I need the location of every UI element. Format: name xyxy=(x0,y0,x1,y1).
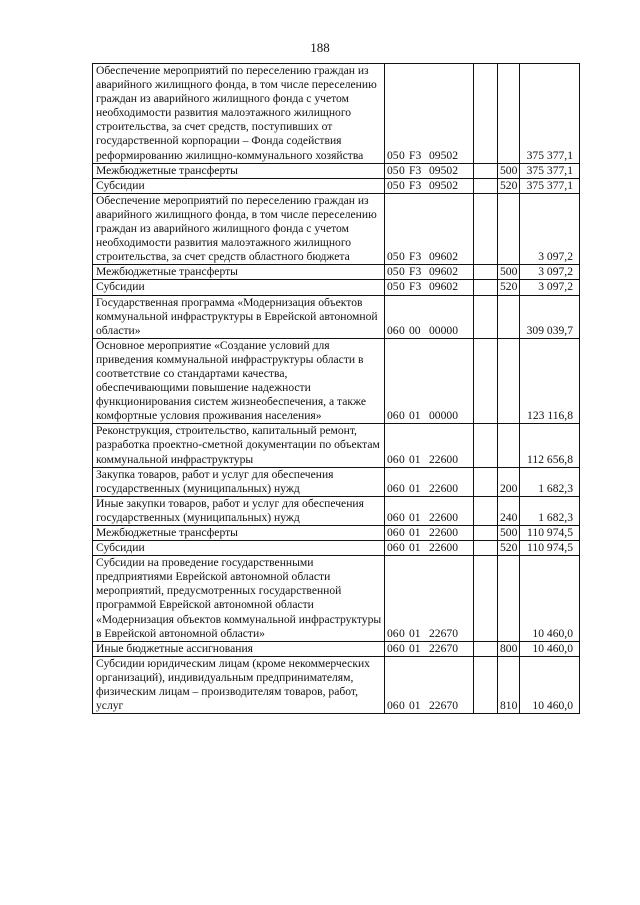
row-description: Реконструкция, строительство, капитальный ремонт, разработка проектно-сметной документации по объектам коммунальной инфраструктуры xyxy=(93,424,385,467)
code-part: 0 xyxy=(399,409,405,423)
code-part: 22600 xyxy=(429,510,458,524)
code-part: 01 xyxy=(409,699,421,713)
empty-cell xyxy=(474,656,498,713)
empty-cell xyxy=(474,467,498,496)
code-part: F3 xyxy=(409,163,422,177)
code-part: F3 xyxy=(409,250,422,264)
empty-cell xyxy=(474,496,498,525)
row-description: Межбюджетные трансферты xyxy=(93,526,385,541)
row-code xyxy=(385,541,474,556)
empty-cell xyxy=(474,64,498,164)
code-part: 0 xyxy=(399,699,405,713)
empty-cell xyxy=(474,280,498,295)
row-amount: 309 039,7 xyxy=(520,295,580,338)
code-part: 09602 xyxy=(429,265,458,279)
row-code xyxy=(385,424,474,467)
row-amount: 3 097,2 xyxy=(520,265,580,280)
code-part: 0 xyxy=(399,452,405,466)
table-row xyxy=(93,424,580,467)
table-row xyxy=(93,178,580,193)
table-row xyxy=(93,526,580,541)
empty-cell xyxy=(474,163,498,178)
table-row xyxy=(93,656,580,713)
row-expense-type: 520 xyxy=(498,178,520,193)
code-part: 06 xyxy=(387,510,399,524)
row-amount: 375 377,1 xyxy=(520,178,580,193)
table-row xyxy=(93,467,580,496)
row-code xyxy=(385,641,474,656)
code-part: 06 xyxy=(387,409,399,423)
row-code xyxy=(385,280,474,295)
table-row xyxy=(93,163,580,178)
row-amount: 3 097,2 xyxy=(520,193,580,264)
code-part: 00 xyxy=(409,323,421,337)
row-code xyxy=(385,295,474,338)
code-part: 0 xyxy=(399,510,405,524)
row-expense-type xyxy=(498,64,520,164)
empty-cell xyxy=(474,424,498,467)
code-part: 22600 xyxy=(429,526,458,539)
code-part: 00000 xyxy=(429,409,458,423)
code-part: 06 xyxy=(387,481,399,495)
row-code xyxy=(385,163,474,178)
empty-cell xyxy=(474,265,498,280)
table-row xyxy=(93,64,580,164)
row-description: Иные закупки товаров, работ и услуг для обеспечения государственных (муниципальных) нужд xyxy=(93,496,385,525)
code-part: 06 xyxy=(387,323,399,337)
code-part: 0 xyxy=(399,641,405,655)
row-amount: 10 460,0 xyxy=(520,656,580,713)
row-code xyxy=(385,193,474,264)
budget-table xyxy=(92,63,580,714)
code-part: 06 xyxy=(387,626,399,640)
code-part: 09502 xyxy=(429,178,458,192)
code-part: 01 xyxy=(409,641,421,655)
row-expense-type: 810 xyxy=(498,656,520,713)
code-part: 0 xyxy=(399,626,405,640)
row-expense-type: 200 xyxy=(498,467,520,496)
code-part: 22670 xyxy=(429,641,458,655)
code-part: 0 xyxy=(399,265,405,279)
row-description: Государственная программа «Модернизация объектов коммунальной инфраструктуры в Еврейской автономной области» xyxy=(93,295,385,338)
code-part: 0 xyxy=(399,541,405,555)
row-code xyxy=(385,467,474,496)
row-amount: 123 116,8 xyxy=(520,338,580,424)
code-part: 01 xyxy=(409,510,421,524)
code-part: 0 xyxy=(399,163,405,177)
code-part: F3 xyxy=(409,178,422,192)
code-part: F3 xyxy=(409,280,422,294)
row-expense-type: 520 xyxy=(498,541,520,556)
row-amount: 1 682,3 xyxy=(520,467,580,496)
code-part: 06 xyxy=(387,641,399,655)
row-description: Субсидии юридическим лицам (кроме некоммерческих организаций), индивидуальным предпринимателям, физическим лицам – производителям товаров, работ, услуг xyxy=(93,656,385,713)
row-code xyxy=(385,556,474,642)
row-description: Основное мероприятие «Создание условий для приведения коммунальной инфраструктуры области в соответствие со стандартами качества, обеспечивающими повышение надежности функционирования систем жизнеобеспечения, а также комфортные условия проживания населения» xyxy=(93,338,385,424)
code-part: 09502 xyxy=(429,163,458,177)
code-part: 01 xyxy=(409,452,421,466)
code-part: 00000 xyxy=(429,323,458,337)
code-part: 06 xyxy=(387,541,399,555)
table-row xyxy=(93,280,580,295)
row-code xyxy=(385,265,474,280)
row-expense-type xyxy=(498,338,520,424)
row-amount: 375 377,1 xyxy=(520,64,580,164)
code-part: 0 xyxy=(399,178,405,192)
row-description: Субсидии на проведение государственными предприятиями Еврейской автономной области мероприятий, предусмотренных государственной программой Еврейской автономной области «Модернизация объектов коммунальной инфраструктуры в Еврейской автономной области» xyxy=(93,556,385,642)
code-part: 06 xyxy=(387,452,399,466)
row-amount: 375 377,1 xyxy=(520,163,580,178)
code-part: 01 xyxy=(409,481,421,495)
empty-cell xyxy=(474,641,498,656)
row-code xyxy=(385,178,474,193)
row-expense-type xyxy=(498,556,520,642)
code-part: F3 xyxy=(409,148,422,162)
row-code xyxy=(385,338,474,424)
row-description: Субсидии xyxy=(93,280,385,295)
row-description: Обеспечение мероприятий по переселению граждан из аварийного жилищного фонда, в том числе переселению граждан из аварийного жилищного фонда с учетом необходимости развития малоэтажного жилищного строительства, за счет средств, поступивших от государственной корпорации – Фонда содействия реформированию жилищно-коммунального хозяйства xyxy=(93,64,385,164)
row-expense-type: 500 xyxy=(498,163,520,178)
code-part: 09602 xyxy=(429,250,458,264)
table-row xyxy=(93,265,580,280)
code-part: 09602 xyxy=(429,280,458,294)
code-part: 22670 xyxy=(429,699,458,713)
code-part: 0 xyxy=(399,280,405,294)
row-description: Субсидии xyxy=(93,178,385,193)
row-description: Обеспечение мероприятий по переселению граждан из аварийного жилищного фонда, в том числе переселению граждан из аварийного жилищного фонда с учетом необходимости развития малоэтажного жилищного строительства, за счет средств областного бюджета xyxy=(93,193,385,264)
empty-cell xyxy=(474,556,498,642)
row-expense-type: 500 xyxy=(498,265,520,280)
code-part: 0 xyxy=(399,250,405,264)
row-code xyxy=(385,526,474,541)
row-code xyxy=(385,64,474,164)
code-part: 22670 xyxy=(429,626,458,640)
code-part: 09502 xyxy=(429,148,458,162)
row-description: Закупка товаров, работ и услуг для обеспечения государственных (муниципальных) нужд xyxy=(93,467,385,496)
row-expense-type xyxy=(498,295,520,338)
row-amount: 1 682,3 xyxy=(520,496,580,525)
row-expense-type: 500 xyxy=(498,526,520,541)
empty-cell xyxy=(474,295,498,338)
table-row xyxy=(93,496,580,525)
code-part: 06 xyxy=(387,699,399,713)
code-part: 05 xyxy=(387,250,399,264)
table-row xyxy=(93,556,580,642)
code-part: 05 xyxy=(387,280,399,294)
row-amount: 10 460,0 xyxy=(520,641,580,656)
row-code xyxy=(385,656,474,713)
row-amount: 110 974,5 xyxy=(520,526,580,541)
code-part: 0 xyxy=(399,323,405,337)
table-row xyxy=(93,641,580,656)
code-part: 0 xyxy=(399,481,405,495)
code-part: 22600 xyxy=(429,481,458,495)
code-part: 0 xyxy=(399,148,405,162)
row-expense-type: 240 xyxy=(498,496,520,525)
row-description: Межбюджетные трансферты xyxy=(93,163,385,178)
row-expense-type: 520 xyxy=(498,280,520,295)
code-part: 05 xyxy=(387,163,399,177)
table-row xyxy=(93,295,580,338)
row-expense-type xyxy=(498,424,520,467)
row-amount: 3 097,2 xyxy=(520,280,580,295)
code-part: 01 xyxy=(409,526,421,539)
code-part: 05 xyxy=(387,148,399,162)
empty-cell xyxy=(474,193,498,264)
code-part: 0 xyxy=(399,526,405,539)
code-part: 05 xyxy=(387,178,399,192)
row-expense-type: 800 xyxy=(498,641,520,656)
row-code xyxy=(385,496,474,525)
code-part: 05 xyxy=(387,265,399,279)
empty-cell xyxy=(474,178,498,193)
empty-cell xyxy=(474,541,498,556)
code-part: 22600 xyxy=(429,452,458,466)
row-amount: 110 974,5 xyxy=(520,541,580,556)
code-part: F3 xyxy=(409,265,422,279)
table-row xyxy=(93,338,580,424)
code-part: 01 xyxy=(409,409,421,423)
code-part: 22600 xyxy=(429,541,458,555)
row-description: Межбюджетные трансферты xyxy=(93,265,385,280)
row-description: Субсидии xyxy=(93,541,385,556)
code-part: 01 xyxy=(409,626,421,640)
code-part: 01 xyxy=(409,541,421,555)
empty-cell xyxy=(474,526,498,541)
table-row xyxy=(93,541,580,556)
code-part: 06 xyxy=(387,526,399,539)
row-description: Иные бюджетные ассигнования xyxy=(93,641,385,656)
row-expense-type xyxy=(498,193,520,264)
row-amount: 10 460,0 xyxy=(520,556,580,642)
row-amount: 112 656,8 xyxy=(520,424,580,467)
table-row xyxy=(93,193,580,264)
page-number: 188 xyxy=(310,40,330,55)
budget-table-body xyxy=(93,64,580,714)
empty-cell xyxy=(474,338,498,424)
